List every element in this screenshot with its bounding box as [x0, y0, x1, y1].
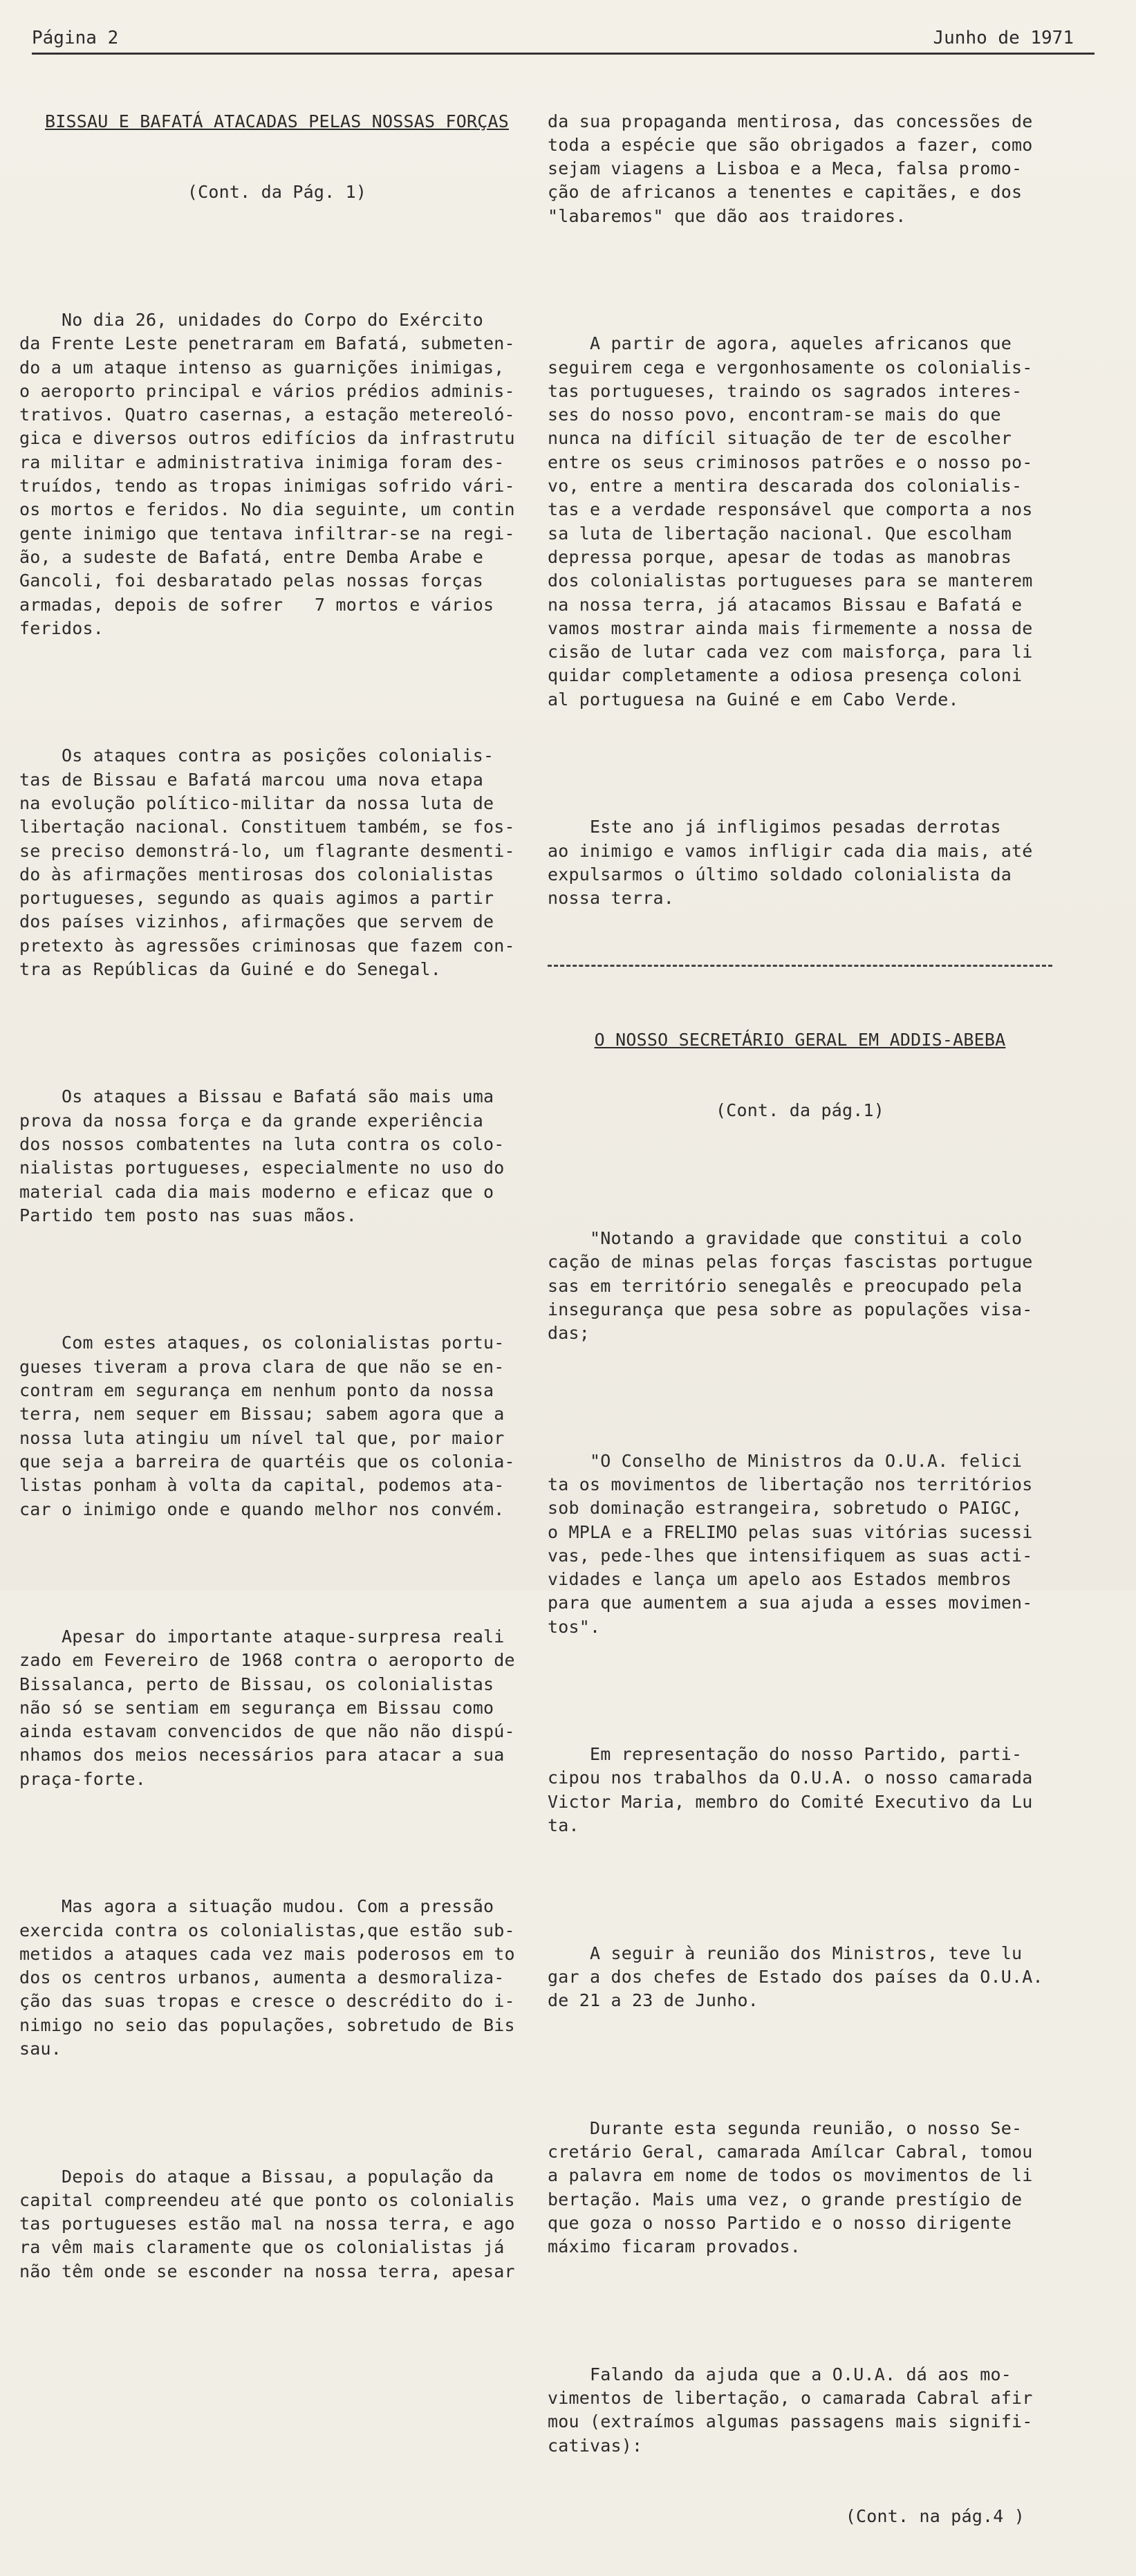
text-line: Mas agora a situação mudou. Com a pressão	[19, 1896, 494, 1917]
paragraph	[19, 2165, 534, 2283]
text-line: ta os movimentos de libertação nos territórios	[548, 1474, 1033, 1494]
text-line: vamos mostrar ainda mais firmemente a nossa de	[548, 618, 1033, 638]
text-line: a palavra em nome de todos os movimentos de li	[548, 2165, 1033, 2186]
text-line: o aeroporto principal e vários prédios adminis-	[19, 380, 515, 401]
text-line: Apesar do importante ataque-surpresa reali	[19, 1627, 505, 1647]
text-line: cisão de lutar cada vez com maisforça, para li	[548, 642, 1033, 662]
text-line: tas de Bissau e Bafatá marcou uma nova etapa	[19, 769, 484, 790]
text-line: gar a dos chefes de Estado dos países da O.U.A.	[548, 1966, 1043, 1987]
text-line: tos".	[548, 1616, 601, 1637]
paragraph	[19, 1085, 534, 1227]
text-line: dos colonialistas portugueses para se manterem	[548, 571, 1033, 591]
text-line: para que aumentem a sua ajuda a esses movimen-	[548, 1593, 1033, 1613]
text-line: o MPLA e a FRELIMO pelas suas vitórias sucessi	[548, 1521, 1033, 1542]
text-line: dos países vizinhos, afirmações que servem de	[19, 911, 494, 932]
paragraph	[548, 2117, 1052, 2259]
text-line: listas ponham à volta da capital, podemos ata-	[19, 1475, 505, 1496]
text-line: entre os seus criminosos patrões e o nosso po-	[548, 452, 1033, 472]
text-line: feridos.	[19, 618, 104, 638]
text-line: ra militar e administrativa inimiga foram des-	[19, 452, 505, 472]
text-line: de 21 a 23 de Junho.	[548, 1990, 759, 2011]
paragraph	[19, 744, 534, 981]
text-line: Com estes ataques, os colonialistas portu-	[19, 1333, 505, 1353]
text-line: tas portugueses, traindo os sagrados interes-	[548, 380, 1023, 401]
text-line: gueses tiveram a prova clara de que não se en-	[19, 1356, 505, 1377]
text-line: ao inimigo e vamos infligir cada dia mais, até	[548, 840, 1033, 861]
text-line: sau.	[19, 2039, 62, 2059]
text-line: "labaremos" que dão aos traidores.	[548, 205, 906, 226]
text-line: tra as Repúblicas da Guiné e do Senegal.	[19, 958, 442, 979]
paragraph	[548, 110, 1052, 228]
text-line: nhamos dos meios necessários para atacar a sua	[19, 1745, 505, 1766]
paragraph	[548, 1449, 1052, 1639]
text-line: bertação. Mais uma vez, o grande prestígio de	[548, 2189, 1023, 2209]
text-line: sas em território senegalês e preocupado pela	[548, 1275, 1023, 1296]
text-line: expulsarmos o último soldado colonialista da	[548, 864, 1012, 884]
paragraph	[548, 332, 1052, 712]
text-line: máximo ficaram provados.	[548, 2236, 801, 2257]
text-line: sob dominação estrangeira, sobretudo o PAIGC,	[548, 1498, 1023, 1519]
text-line: Bissalanca, perto de Bissau, os colonialistas	[19, 1674, 494, 1694]
article-title-addis-abeba: O NOSSO SECRETÁRIO GERAL EM ADDIS-ABEBA	[594, 1029, 1006, 1050]
text-line: ainda estavam convencidos de que não não dispú-	[19, 1721, 515, 1742]
text-line: vidades e lança um apelo aos Estados membros	[548, 1569, 1012, 1590]
text-line: na nossa terra, já atacamos Bissau e Bafatá e	[548, 594, 1023, 615]
section-divider	[548, 965, 1052, 976]
text-line: cação de minas pelas forças fascistas portugue	[548, 1252, 1033, 1272]
text-line: vimentos de libertação, o camarada Cabral afir	[548, 2387, 1033, 2408]
text-line: nossa terra.	[548, 888, 675, 909]
text-line: nunca na difícil situação de ter de escolher	[548, 428, 1012, 449]
text-line: seguirem cega e vergonhosamente os colonialis-	[548, 357, 1033, 378]
text-line: truídos, tendo as tropas inimigas sofrido vári-	[19, 476, 515, 497]
text-line: vo, entre a mentira descarada dos colonialis-	[548, 476, 1023, 497]
text-line: na evolução político-militar da nossa luta de	[19, 793, 494, 813]
header-rule	[32, 53, 1095, 55]
paragraph	[548, 815, 1052, 910]
issue-date: Junho de 1971	[933, 28, 1074, 48]
text-line: dos os centros urbanos, aumenta a desmoraliza-	[19, 1967, 505, 1988]
text-line: do a um ataque intenso as guarnições inimigas,	[19, 357, 505, 378]
left-column	[19, 62, 534, 2331]
text-line: não têm onde se esconder na nossa terra, apesar	[19, 2261, 515, 2281]
text-line: "Notando a gravidade que constitui a colo	[548, 1227, 1023, 1248]
text-line: das;	[548, 1323, 590, 1344]
article-title-bissau-bafata: BISSAU E BAFATÁ ATACADAS PELAS NOSSAS FORÇAS	[44, 111, 510, 131]
text-line: Partido tem posto nas suas mãos.	[19, 1205, 357, 1225]
text-line: terra, nem sequer em Bissau; sabem agora que a	[19, 1404, 505, 1425]
text-line: al portuguesa na Guiné e em Cabo Verde.	[548, 689, 959, 710]
text-line: os mortos e feridos. No dia seguinte, um contin	[19, 499, 515, 520]
text-line: ção das suas tropas e cresce o descrédito do i-	[19, 1991, 515, 2012]
text-line: prova da nossa força e da grande experiência	[19, 1110, 484, 1131]
text-line: Os ataques a Bissau e Bafatá são mais uma	[19, 1086, 494, 1107]
text-line: Os ataques contra as posições colonialis-	[19, 745, 494, 766]
text-line: Victor Maria, membro do Comité Executivo da Lu	[548, 1791, 1033, 1812]
text-line: libertação nacional. Constituem também, se fos-	[19, 817, 515, 837]
text-line: quidar completamente a odiosa presença coloni	[548, 665, 1023, 686]
paragraph	[19, 1895, 534, 2061]
text-line: cretário Geral, camarada Amílcar Cabral, tomou	[548, 2141, 1033, 2162]
text-line: armadas, depois de sofrer 7 mortos e vários	[19, 594, 494, 615]
text-line: ão, a sudeste de Bafatá, entre Demba Arabe e	[19, 546, 484, 567]
paragraph	[19, 308, 534, 640]
text-line: depressa porque, apesar de todas as manobras	[548, 546, 1012, 567]
text-line: vas, pede-lhes que intensifiquem as suas acti-	[548, 1545, 1033, 1566]
text-line: insegurança que pesa sobre as populações visa-	[548, 1299, 1033, 1319]
text-line: cativas):	[548, 2435, 643, 2456]
text-line: sejam viagens a Lisboa e a Meca, falsa promo-	[548, 158, 1023, 179]
text-line: portugueses, segundo as quais agimos a partir	[19, 888, 494, 909]
page-number: Página 2	[32, 28, 119, 48]
paragraph	[19, 1625, 534, 1791]
text-line: dos nossos combatentes na luta contra os colo-	[19, 1134, 505, 1155]
text-line: tas e a verdade responsável que comporta a nos	[548, 499, 1033, 520]
text-line: No dia 26, unidades do Corpo do Exército	[19, 309, 484, 330]
text-line: Durante esta segunda reunião, o nosso Se-	[548, 2118, 1023, 2138]
text-line: pretexto às agressões criminosas que fazem con-	[19, 935, 515, 956]
text-line: mou (extraímos algumas passagens mais signifi-	[548, 2411, 1033, 2432]
text-line: da sua propaganda mentirosa, das concessões de	[548, 111, 1033, 131]
text-line: A partir de agora, aqueles africanos que	[548, 333, 1012, 354]
text-line: "O Conselho de Ministros da O.U.A. felici	[548, 1450, 1023, 1471]
page-header	[32, 28, 1095, 55]
text-line: toda a espécie que são obrigados a fazer, como	[548, 134, 1033, 155]
paragraph	[548, 1227, 1052, 1345]
text-line: zado em Fevereiro de 1968 contra o aeroporto de	[19, 1650, 515, 1671]
text-line: cipou nos trabalhos da O.U.A. o nosso camarada	[548, 1768, 1033, 1788]
text-line: ses do nosso povo, encontram-se mais do que	[548, 405, 1001, 425]
text-line: Gancoli, foi desbaratado pelas nossas forças	[19, 571, 484, 591]
text-line: Falando da ajuda que a O.U.A. dá aos mo-	[548, 2364, 1012, 2384]
text-line: contram em segurança em nenhum ponto da nossa	[19, 1380, 494, 1401]
text-line: ta.	[548, 1815, 579, 1836]
text-line: car o inimigo onde e quando melhor nos convém.	[19, 1499, 505, 1519]
text-line: gente inimigo que tentava infiltrar-se na regi-	[19, 523, 515, 544]
article-continuation-note: (Cont. da Pág. 1)	[187, 182, 367, 203]
text-line: gica e diversos outros edifícios da infrastrutu	[19, 428, 515, 449]
text-line: que goza o nosso Partido e o nosso dirigente	[548, 2212, 1012, 2233]
text-line: nossa luta atingiu um nível tal que, por maior	[19, 1427, 505, 1448]
text-line: se preciso demonstrá-lo, um flagrante desmenti-	[19, 840, 515, 861]
article-continuation-note: (Cont. da pág.1)	[715, 1100, 885, 1121]
text-line: que seja a barreira de quartéis que os colonia-	[19, 1451, 515, 1472]
text-line: nialistas portugueses, especialmente no uso do	[19, 1158, 505, 1178]
text-line: exercida contra os colonialistas,que estão sub-	[19, 1920, 515, 1940]
text-line: metidos a ataques cada vez mais poderosos em to	[19, 1943, 515, 1964]
paragraph	[19, 1331, 534, 1521]
text-line: do às afirmações mentirosas dos colonialistas	[19, 864, 494, 884]
continued-on-page-note: (Cont. na pág.4 )	[845, 2506, 1025, 2527]
text-line: não só se sentiam em segurança em Bissau como	[19, 1697, 494, 1718]
paragraph	[548, 2363, 1052, 2458]
text-line: ção de africanos a tenentes e capitães, e dos	[548, 182, 1023, 203]
text-line: Este ano já infligimos pesadas derrotas	[548, 817, 1001, 837]
paragraph	[548, 1743, 1052, 1837]
text-line: material cada dia mais moderno e eficaz que o	[19, 1181, 494, 1202]
right-column	[548, 62, 1052, 2576]
text-line: trativos. Quatro casernas, a estação metereoló-	[19, 405, 515, 425]
text-line: da Frente Leste penetraram em Bafatá, submeten-	[19, 333, 515, 354]
text-line: A seguir à reunião dos Ministros, teve lu	[548, 1943, 1023, 1963]
text-line: ra vêm mais claramente que os colonialistas já	[19, 2237, 505, 2258]
paragraph	[548, 1942, 1052, 2013]
text-line: Depois do ataque a Bissau, a população da	[19, 2166, 494, 2187]
text-line: capital compreendeu até que ponto os colonialis	[19, 2189, 515, 2210]
text-line: nimigo no seio das populações, sobretudo de Bis	[19, 2014, 515, 2035]
text-line: tas portugueses estão mal na nossa terra, e ago	[19, 2214, 515, 2234]
text-line: praça-forte.	[19, 1768, 147, 1789]
text-line: Em representação do nosso Partido, parti-	[548, 1744, 1023, 1765]
text-line: sa luta de libertação nacional. Que escolham	[548, 523, 1012, 544]
